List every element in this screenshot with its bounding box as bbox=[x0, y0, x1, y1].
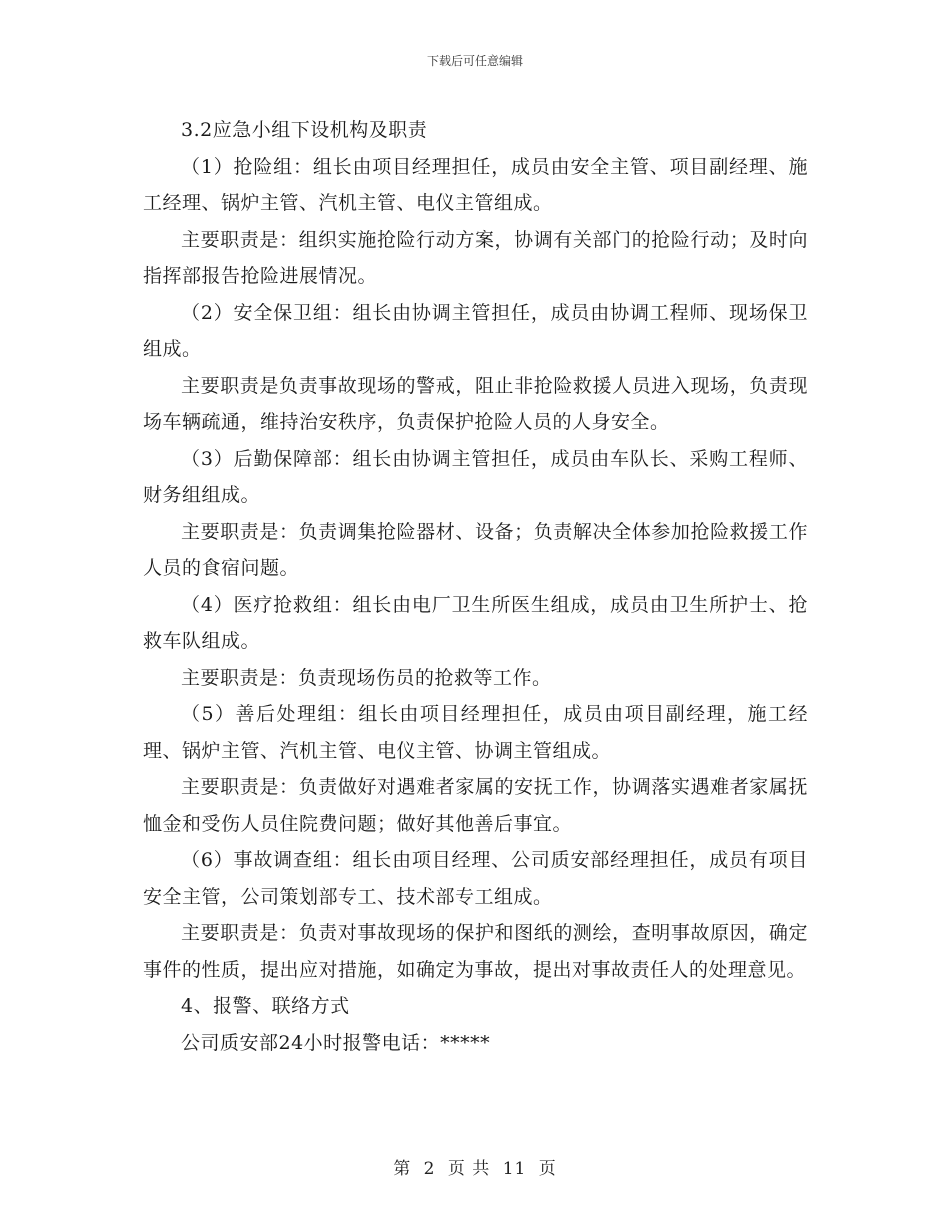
page-footer bbox=[0, 1154, 950, 1179]
paragraph: 主要职责是：负责做好对遇难者家属的安抚工作，协调落实遇难者家属抚恤金和受伤人员住院费问题；做好其他善后事宜。 bbox=[143, 776, 808, 835]
footer-suffix: 页 bbox=[538, 1159, 557, 1179]
footer-page-number: 2 bbox=[423, 1159, 436, 1179]
paragraph: （2）安全保卫组：组长由协调主管担任，成员由协调工程师、现场保卫组成。 bbox=[143, 301, 808, 360]
paragraph: （1）抢险组：组长由项目经理担任，成员由安全主管、项目副经理、施工经理、锅炉主管、汽机主管、电仪主管组成。 bbox=[143, 155, 808, 214]
paragraph: 主要职责是：负责对事故现场的保护和图纸的测绘，查明事故原因，确定事件的性质，提出应对措施，如确定为事故，提出对事故责任人的处理意见。 bbox=[143, 922, 808, 981]
footer-total-pages: 11 bbox=[502, 1159, 527, 1179]
document-body bbox=[143, 112, 808, 1061]
paragraph: （3）后勤保障部：组长由协调主管担任，成员由车队长、采购工程师、财务组组成。 bbox=[143, 447, 808, 506]
footer-mid: 页 共 bbox=[447, 1159, 491, 1179]
section-heading: 4、报警、联络方式 bbox=[181, 995, 350, 1017]
paragraph: 主要职责是：负责调集抢险器材、设备；负责解决全体参加抢险救援工作人员的食宿问题。 bbox=[143, 520, 808, 579]
paragraph: 主要职责是：组织实施抢险行动方案，协调有关部门的抢险行动；及时向指挥部报告抢险进展情况。 bbox=[143, 228, 808, 287]
paragraph: （5）善后处理组：组长由项目经理担任，成员由项目副经理，施工经理、锅炉主管、汽机主管、电仪主管、协调主管组成。 bbox=[143, 703, 808, 762]
paragraph: 主要职责是负责事故现场的警戒，阻止非抢险救援人员进入现场，负责现场车辆疏通，维持治安秩序，负责保护抢险人员的人身安全。 bbox=[143, 374, 808, 433]
section-heading: 3.2应急小组下设机构及职责 bbox=[181, 119, 428, 141]
paragraph: （6）事故调查组：组长由项目经理、公司质安部经理担任，成员有项目安全主管，公司策划部专工、技术部专工组成。 bbox=[143, 849, 808, 908]
page-header: 下载后可任意编辑 bbox=[426, 54, 523, 68]
paragraph: 主要职责是：负责现场伤员的抢救等工作。 bbox=[181, 666, 552, 689]
paragraph: 公司质安部24小时报警电话：***** bbox=[181, 1031, 491, 1054]
paragraph: （4）医疗抢救组：组长由电厂卫生所医生组成，成员由卫生所护士、抢救车队组成。 bbox=[143, 593, 808, 652]
footer-prefix: 第 bbox=[393, 1159, 412, 1179]
